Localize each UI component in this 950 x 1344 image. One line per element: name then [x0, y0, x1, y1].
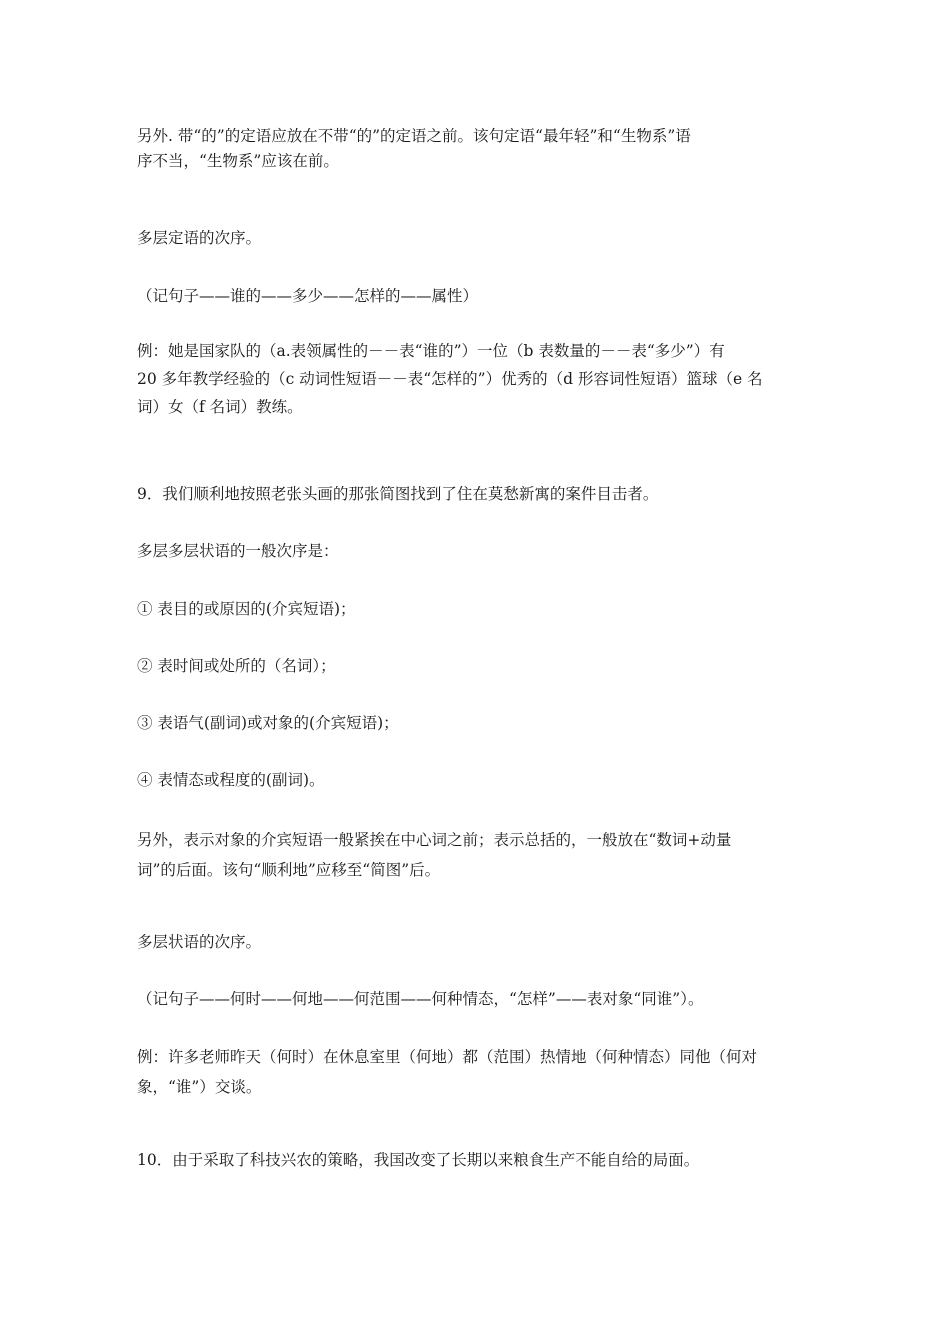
text-line: 例：她是国家队的（a.表领属性的－－表“谁的”）一位（b 表数量的－－表“多少”）有	[137, 342, 725, 360]
text-line: 20 多年教学经验的（c 动词性短语－－表“怎样的”）优秀的（d 形容词性短语）篮球（e 名	[137, 370, 763, 388]
paragraph-attribute-order-note	[137, 124, 817, 174]
text-line: 9．我们顺利地按照老张头画的那张简图找到了住在莫愁新寓的案件目击者。	[137, 485, 659, 503]
list-item-1	[137, 597, 817, 622]
list-item-4	[137, 768, 817, 793]
text-line: 另外. 带“的”的定语应放在不带“的”的定语之前。该句定语“最年轻”和“生物系”语	[137, 127, 691, 145]
text-line: 词”的后面。该句“顺利地”应移至“简图”后。	[137, 861, 441, 879]
text-line: 序不当，“生物系”应该在前。	[137, 152, 339, 170]
text-line: 多层多层状语的一般次序是：	[137, 542, 339, 560]
text-line: 象，“谁”）交谈。	[137, 1078, 262, 1096]
heading-attribute-order	[137, 226, 817, 251]
mnemonic-attribute-order	[137, 284, 817, 309]
list-item-3	[137, 711, 817, 736]
text-line: ④ 表情态或程度的(副词)。	[137, 771, 325, 789]
mnemonic-adverbial-order	[137, 987, 817, 1012]
text-line: 例：许多老师昨天（何时）在休息室里（何地）都（范围）热情地（何种情态）同他（何对	[137, 1048, 758, 1066]
text-line: ③ 表语气(副词)或对象的(介宾短语)；	[137, 714, 399, 732]
text-line: 10．由于采取了科技兴农的策略，我国改变了长期以来粮食生产不能自给的局面。	[137, 1151, 700, 1169]
paragraph-adverbial-note	[137, 828, 817, 883]
list-item-2	[137, 654, 817, 679]
text-line: 多层定语的次序。	[137, 229, 262, 247]
text-line: （记句子——何时——何地——何范围——何种情态，“怎样”——表对象“同谁”）。	[137, 990, 704, 1008]
text-line: （记句子——谁的——多少——怎样的——属性）	[137, 287, 479, 305]
heading-adverbial-order	[137, 930, 817, 955]
text-line: ① 表目的或原因的(介宾短语)；	[137, 600, 356, 618]
example-attribute-order	[137, 339, 817, 420]
question-10	[137, 1148, 817, 1173]
example-adverbial-order	[137, 1045, 817, 1100]
text-line: ② 表时间或处所的（名词）；	[137, 657, 336, 675]
heading-adverbial-general-order	[137, 539, 817, 564]
text-line: 多层状语的次序。	[137, 933, 262, 951]
question-9	[137, 482, 817, 507]
text-line: 另外，表示对象的介宾短语一般紧挨在中心词之前；表示总括的，一般放在“数词+动量	[137, 831, 732, 849]
text-line: 词）女（f 名词）教练。	[137, 398, 303, 416]
